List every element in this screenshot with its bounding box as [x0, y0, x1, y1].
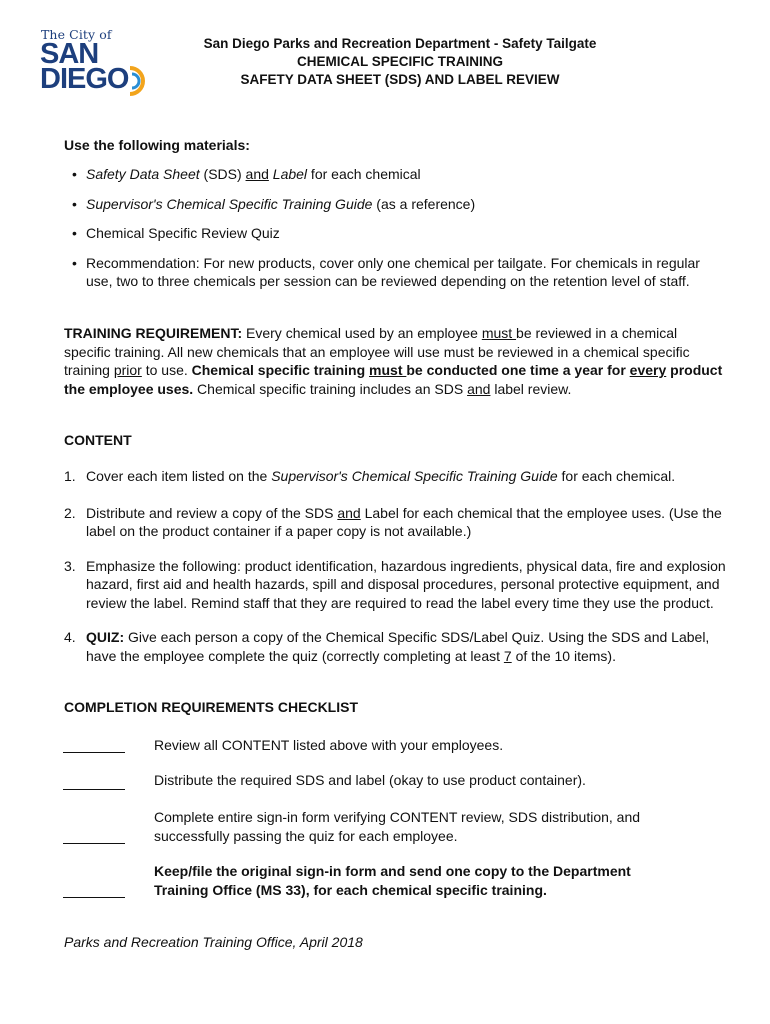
materials-title: Use the following materials: — [64, 137, 250, 153]
bullet: • — [72, 195, 77, 212]
training-requirement-paragraph: TRAINING REQUIREMENT: Every chemical used by an employee must be reviewed in a chemical specific training. All new chemicals that an employee will use must be reviewed in a chemical specific training prior to use. Chemical specific training must be conducted one time a year for every product the employee uses. Chemical specific training includes an SDS and label review. — [64, 325, 723, 397]
materials-item-guide: • Supervisor's Chemical Specific Training Guide (as a reference) — [72, 195, 476, 212]
content-title: CONTENT — [64, 432, 132, 448]
content-item-2: 2. Distribute and review a copy of the SDS and Label for each chemical that the employee uses. (Use the label on the product container if a paper copy is not available.) — [64, 504, 722, 539]
materials-list — [64, 165, 724, 302]
document-header — [130, 35, 670, 89]
materials-item-quiz: • Chemical Specific Review Quiz — [72, 225, 280, 241]
checklist-blank-4[interactable] — [63, 897, 125, 898]
header-line-1: San Diego Parks and Recreation Department - Safety Tailgate — [203, 36, 597, 51]
materials-item-recommendation: • Recommendation: For new products, cover only one chemical per tailgate. For chemicals in regular use, two to three chemicals per session can be reviewed depending on the retention level of staff. — [72, 254, 700, 289]
content-item-3: 3. Emphasize the following: product identification, hazardous ingredients, physical data, fire and explosion hazard, first aid and health hazards, spill and disposal procedures, personal protective equipment, and review the label. Remind staff that they are required to read the label every time they use the product. — [64, 557, 726, 611]
content-list — [64, 467, 729, 665]
footer-note: Parks and Recreation Training Office, April 2018 — [64, 934, 363, 950]
content-item-1: 1. Cover each item listed on the Supervisor's Chemical Specific Training Guide for each chemical. — [64, 468, 676, 484]
logo-city-text: The City of — [41, 27, 112, 42]
logo-san-text: SAN — [40, 38, 99, 70]
checklist-blank-2[interactable] — [63, 789, 125, 790]
bullet: • — [72, 254, 77, 271]
checklist-item-2: Distribute the required SDS and label (okay to use product container). — [154, 772, 586, 788]
checklist-blank-1[interactable] — [63, 752, 125, 753]
header-line-3: SAFETY DATA SHEET (SDS) AND LABEL REVIEW — [240, 72, 560, 87]
checklist-blank-3[interactable] — [63, 843, 125, 844]
header-line-2: CHEMICAL SPECIFIC TRAINING — [296, 54, 503, 69]
bullet: • — [72, 225, 77, 241]
checklist-item-3: Complete entire sign-in form verifying CONTENT review, SDS distribution, and successfully passing the quiz for each employee. — [154, 809, 641, 844]
bullet: • — [72, 166, 77, 182]
checklist-item-4: Keep/file the original sign-in form and send one copy to the Department Training Office (MS 33), for each chemical specific training. — [154, 863, 631, 898]
checklist-item-1: Review all CONTENT listed above with your employees. — [154, 737, 504, 753]
logo-diego-text: DIEGO — [40, 63, 129, 95]
checklist-title: COMPLETION REQUIREMENTS CHECKLIST — [64, 699, 359, 715]
content-item-4: 4. QUIZ: Give each person a copy of the Chemical Specific SDS/Label Quiz. Using the SDS and Label, have the employee complete the quiz (correctly completing at least 7 of the 10 items). — [64, 629, 710, 664]
materials-item-sds: • Safety Data Sheet (SDS) and Label for each chemical — [72, 166, 421, 182]
